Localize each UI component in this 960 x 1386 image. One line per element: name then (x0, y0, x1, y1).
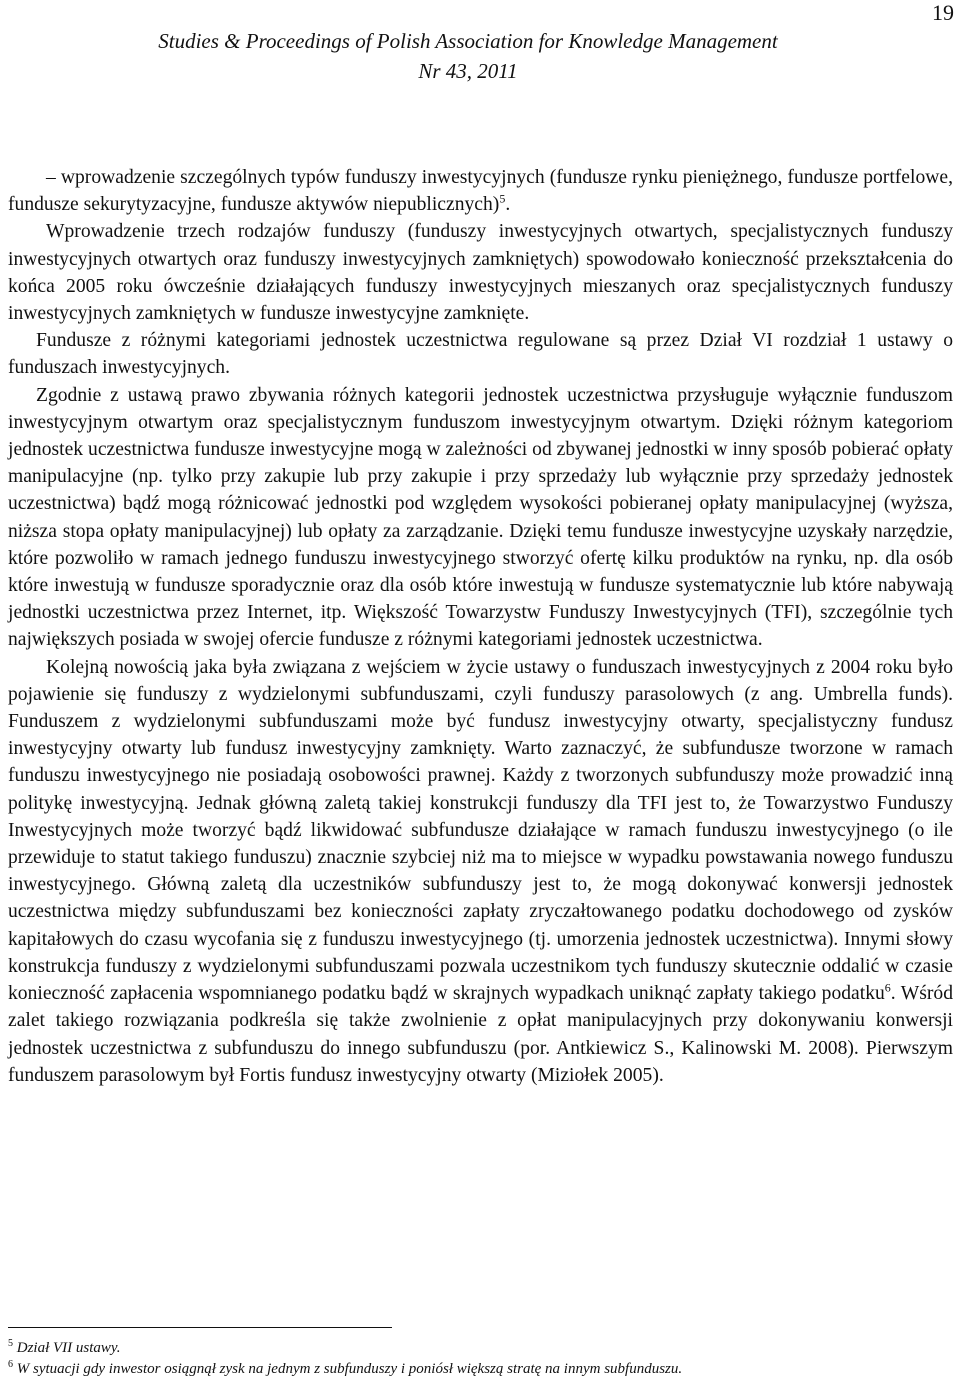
main-text (8, 164, 953, 1089)
paragraph: Fundusze z różnymi kategoriami jednostek uczestnictwa regulowane są przez Dział VI rozdział 1 ustawy o funduszach inwestycyjnych. (8, 330, 953, 379)
footnote-number: 5 (8, 1338, 13, 1349)
paragraph (8, 654, 953, 1089)
footnote (8, 1359, 953, 1380)
paragraph: Wprowadzenie trzech rodzajów funduszy (funduszy inwestycyjnych otwartych, specjalistycznych funduszy inwestycyjnych otwartych oraz funduszy inwestycyjnych zamkniętych) spowodowało konieczność przekształcenia do końca 2005 roku ówcześnie działających funduszy inwestycyjnych mieszanych oraz specjalistycznych funduszy inwestycyjnych zamkniętych w fundusze inwestycyjne zamknięte. (8, 221, 953, 325)
paragraph-text: Kolejną nowością jaka była związana z wejściem w życie ustawy o funduszach inwestycyjnych z 2004 roku było pojawienie się funduszy z wydzielonymi subfunduszami, czyli funduszy parasolowych (z ang. Umbrella funds). Funduszem z wydzielonymi subfunduszami może być fundusz inwestycyjny otwarty, specjalistyczny fundusz inwestycyjny otwarty lub fundusz inwestycyjny zamknięty. Warto zaznaczyć, że subfundusze tworzone w ramach funduszu inwestycyjnego nie posiadają osobowości prawnej. Każdy z tworzonych subfunduszy może prowadzić inną politykę inwestycyjną. Jednak główną zaletą takiej konstrukcji funduszy dla TFI jest to, że Towarzystwo Funduszy Inwestycyjnych może tworzyć bądź likwidować subfundusze działające w ramach funduszu inwestycyjnego (o ile przewiduje to statut takiego funduszu) znacznie szybciej niż ma to miejsce w wypadku powstawania nowego funduszu inwestycyjnego. Główną zaletą dla uczestników subfunduszy jest to, że mogą dokonywać konwersji jednostek uczestnictwa między subfunduszami bez konieczności zapłaty zryczałtowanego podatku dochodowego od zysków kapitałowych do czasu wycofania się z funduszu inwestycyjnego (tj. umorzenia jednostek uczestnictwa). Innymi słowy konstrukcja funduszy z wydzielonymi subfunduszami pozwala uczestnikom tych funduszy skutecznie oddalić w czasie konieczność zapłacenia wspomnianego podatku bądź w skrajnych wypadkach uniknąć zapłaty takiego podatku (8, 656, 953, 1005)
footnote-ref-5[interactable]: 5 (499, 191, 506, 206)
footnote-ref-6[interactable]: 6 (884, 980, 891, 995)
footnote-text: Dział VII ustawy. (16, 1340, 121, 1356)
footnotes (8, 1338, 953, 1380)
paragraph-text-end: . Wśród zalet takiego rozwiązania podkreśla się także zwolnienie z opłat manipulacyjnych przy dokonywaniu konwersji jednostek uczestnictwa z subfunduszu do innego subfunduszu (por. Antkiewicz S., Kalinowski M. 2008). Pierwszym funduszem parasolowym był Fortis fundusz inwestycyjny otwarty (Miziołek 2005). (8, 983, 953, 1086)
journal-title: Studies & Proceedings of Polish Association for Knowledge Management (158, 29, 778, 53)
footnote-divider (8, 1327, 392, 1328)
page-number: 19 (932, 0, 954, 25)
paragraph: Zgodnie z ustawą prawo zbywania różnych kategorii jednostek uczestnictwa przysługuje wyłącznie funduszom inwestycyjnym otwartym oraz specjalistycznym funduszom inwestycyjnym otwartym. Dzięki różnym kategoriom jednostek uczestnictwa fundusze inwestycyjne mogą w zależności od zbywanej jednostki w inny sposób pobierać opłaty manipulacyjne (np. tylko przy zakupie lub przy zakupie i przy sprzedaży lub wyłącznie przy sprzedaży jednostek uczestnictwa) bądź mogą różnicować jednostki pod względem wysokości pobieranej opłaty manipulacyjnej (wyższa, niższa stopa opłaty manipulacyjnej) lub opłaty za zarządzanie. Dzięki temu fundusze inwestycyjne uzyskały narzędzie, które pozwoliło w ramach jednego funduszu inwestycyjnego stworzyć ofertę kilku produktów na rynku, np. dla osób które inwestują w fundusze sporadycznie oraz dla osób które inwestują w fundusze systematycznie lub które nabywają jednostki uczestnictwa przez Internet, itp. Większość Towarzystw Funduszy Inwestycyjnych (TFI), szczególnie tych największych posiada w swojej ofercie fundusze z różnymi kategoriami jednostek uczestnictwa. (8, 384, 953, 651)
footnote-text: W sytuacji gdy inwestor osiągnął zysk na jednym z subfunduszy i poniósł większą stratę na innym subfunduszu. (16, 1361, 683, 1377)
journal-issue: Nr 43, 2011 (418, 59, 518, 83)
paragraph-text-end: . (505, 194, 511, 216)
paragraph-text: – wprowadzenie szczególnych typów funduszy inwestycyjnych (fundusze rynku pieniężnego, fundusze portfelowe, fundusze sekurytyzacyjne, fundusze aktywów niepublicznych) (8, 167, 953, 216)
running-header (0, 26, 936, 86)
footnote (8, 1338, 953, 1359)
paragraph-list-item (8, 164, 953, 218)
footnote-number: 6 (8, 1359, 13, 1370)
